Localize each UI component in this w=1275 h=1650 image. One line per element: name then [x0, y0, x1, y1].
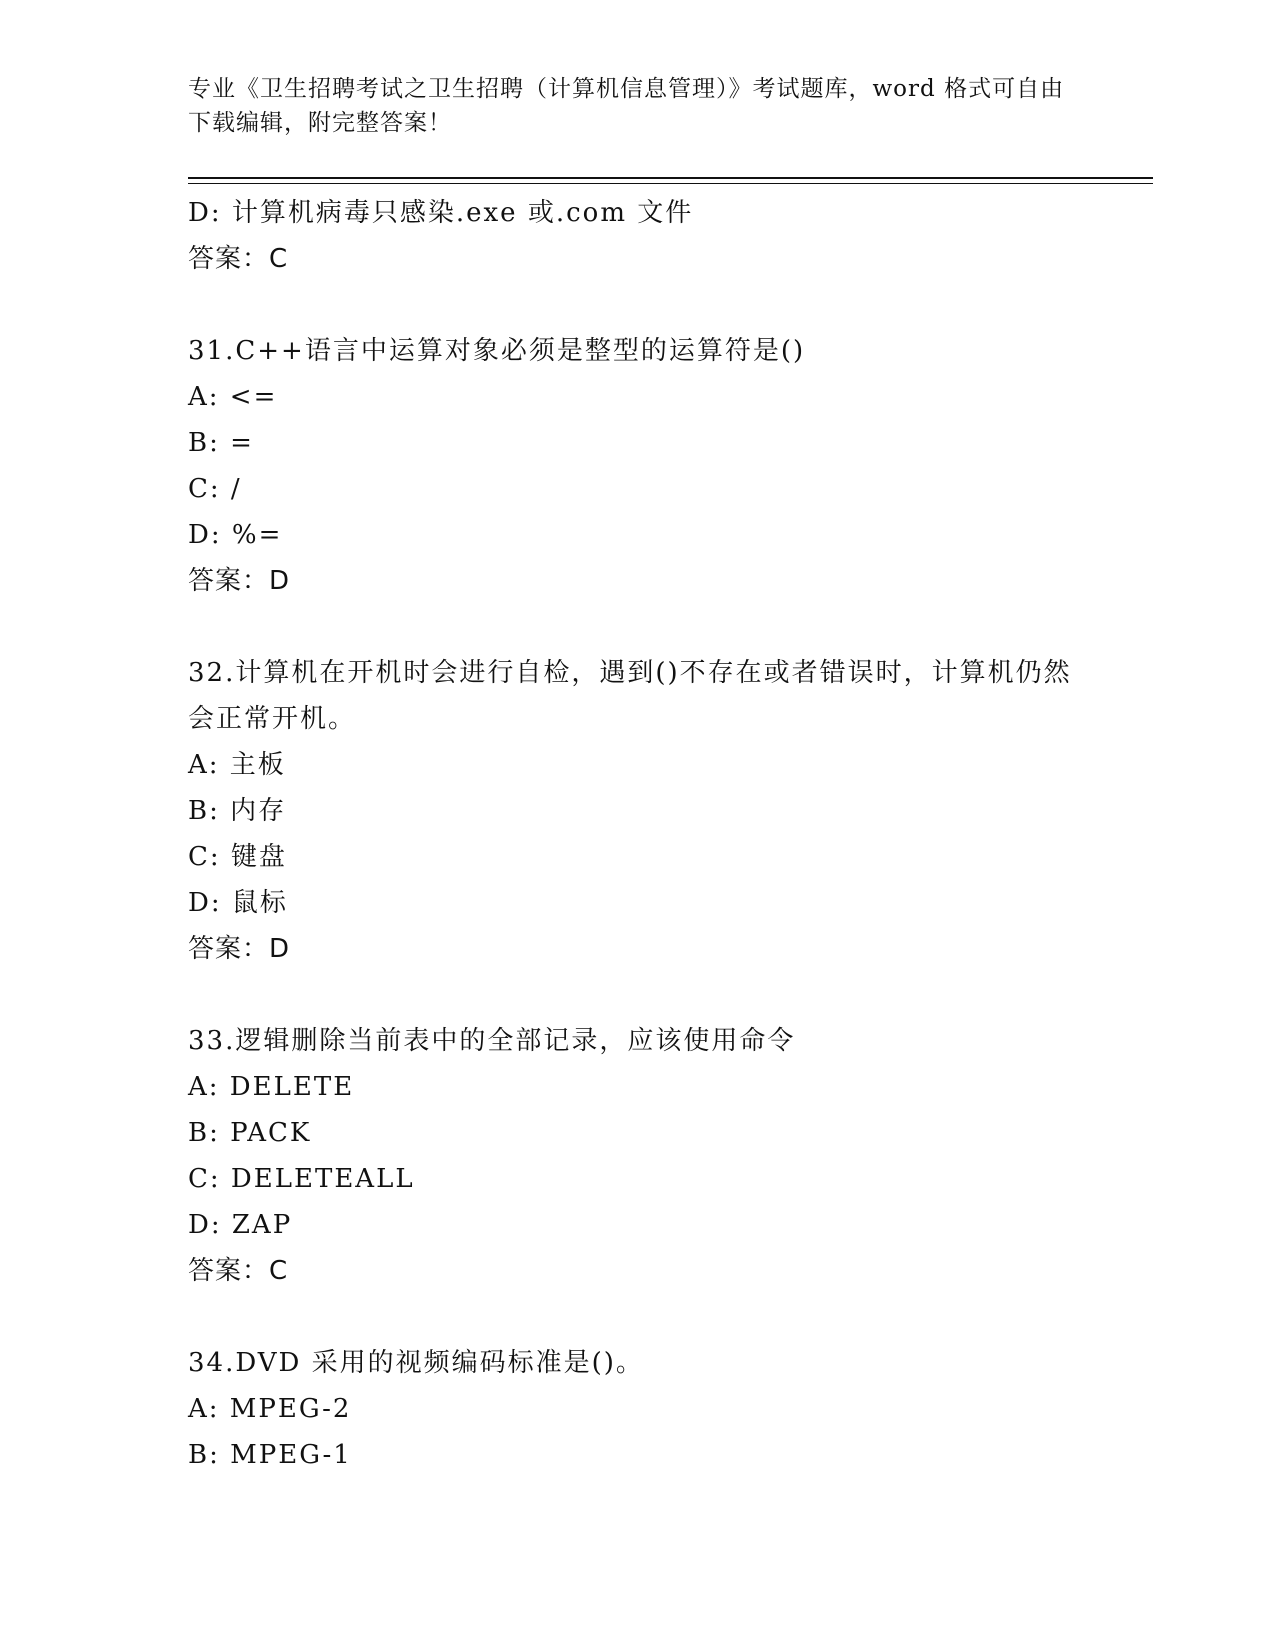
- option-b: B: =: [188, 428, 254, 458]
- option-c: C: /: [188, 474, 242, 504]
- answer: 答案：C: [188, 1256, 289, 1286]
- question-32: [188, 650, 1088, 972]
- option-a: A: 主板: [188, 750, 286, 780]
- option-b: B: MPEG-1: [188, 1440, 352, 1470]
- header-rule-thin: [188, 183, 1153, 184]
- option-c: C: 键盘: [188, 842, 287, 872]
- question-34: [188, 1340, 1088, 1478]
- question-stem: 31.C++语言中运算对象必须是整型的运算符是(): [188, 336, 806, 366]
- question-stem: 34.DVD 采用的视频编码标准是()。: [188, 1348, 644, 1378]
- option-a: A: MPEG-2: [188, 1394, 352, 1424]
- question-stem: 32.计算机在开机时会进行自检，遇到()不存在或者错误时，计算机仍然会正常开机。: [188, 658, 1072, 734]
- question-content: [188, 190, 1088, 1478]
- document-header: 专业《卫生招聘考试之卫生招聘（计算机信息管理）》考试题库，word 格式可自由下载编辑，附完整答案！: [188, 76, 1065, 136]
- option-d: D: %=: [188, 520, 283, 550]
- carry-over-option-d: D: 计算机病毒只感染.exe 或.com 文件: [188, 198, 694, 228]
- carry-over-answer: 答案：C: [188, 244, 289, 274]
- header-rule-thick: [188, 177, 1153, 179]
- question-stem: 33.逻辑删除当前表中的全部记录，应该使用命令: [188, 1026, 796, 1056]
- option-d: D: 鼠标: [188, 888, 288, 918]
- answer: 答案：D: [188, 566, 291, 596]
- answer: 答案：D: [188, 934, 291, 964]
- option-a: A: DELETE: [188, 1072, 355, 1102]
- option-b: B: PACK: [188, 1118, 312, 1148]
- option-b: B: 内存: [188, 796, 287, 826]
- question-31: [188, 328, 1088, 604]
- option-d: D: ZAP: [188, 1210, 293, 1240]
- option-c: C: DELETEALL: [188, 1164, 415, 1194]
- option-a: A: <=: [188, 382, 278, 412]
- question-33: [188, 1018, 1088, 1294]
